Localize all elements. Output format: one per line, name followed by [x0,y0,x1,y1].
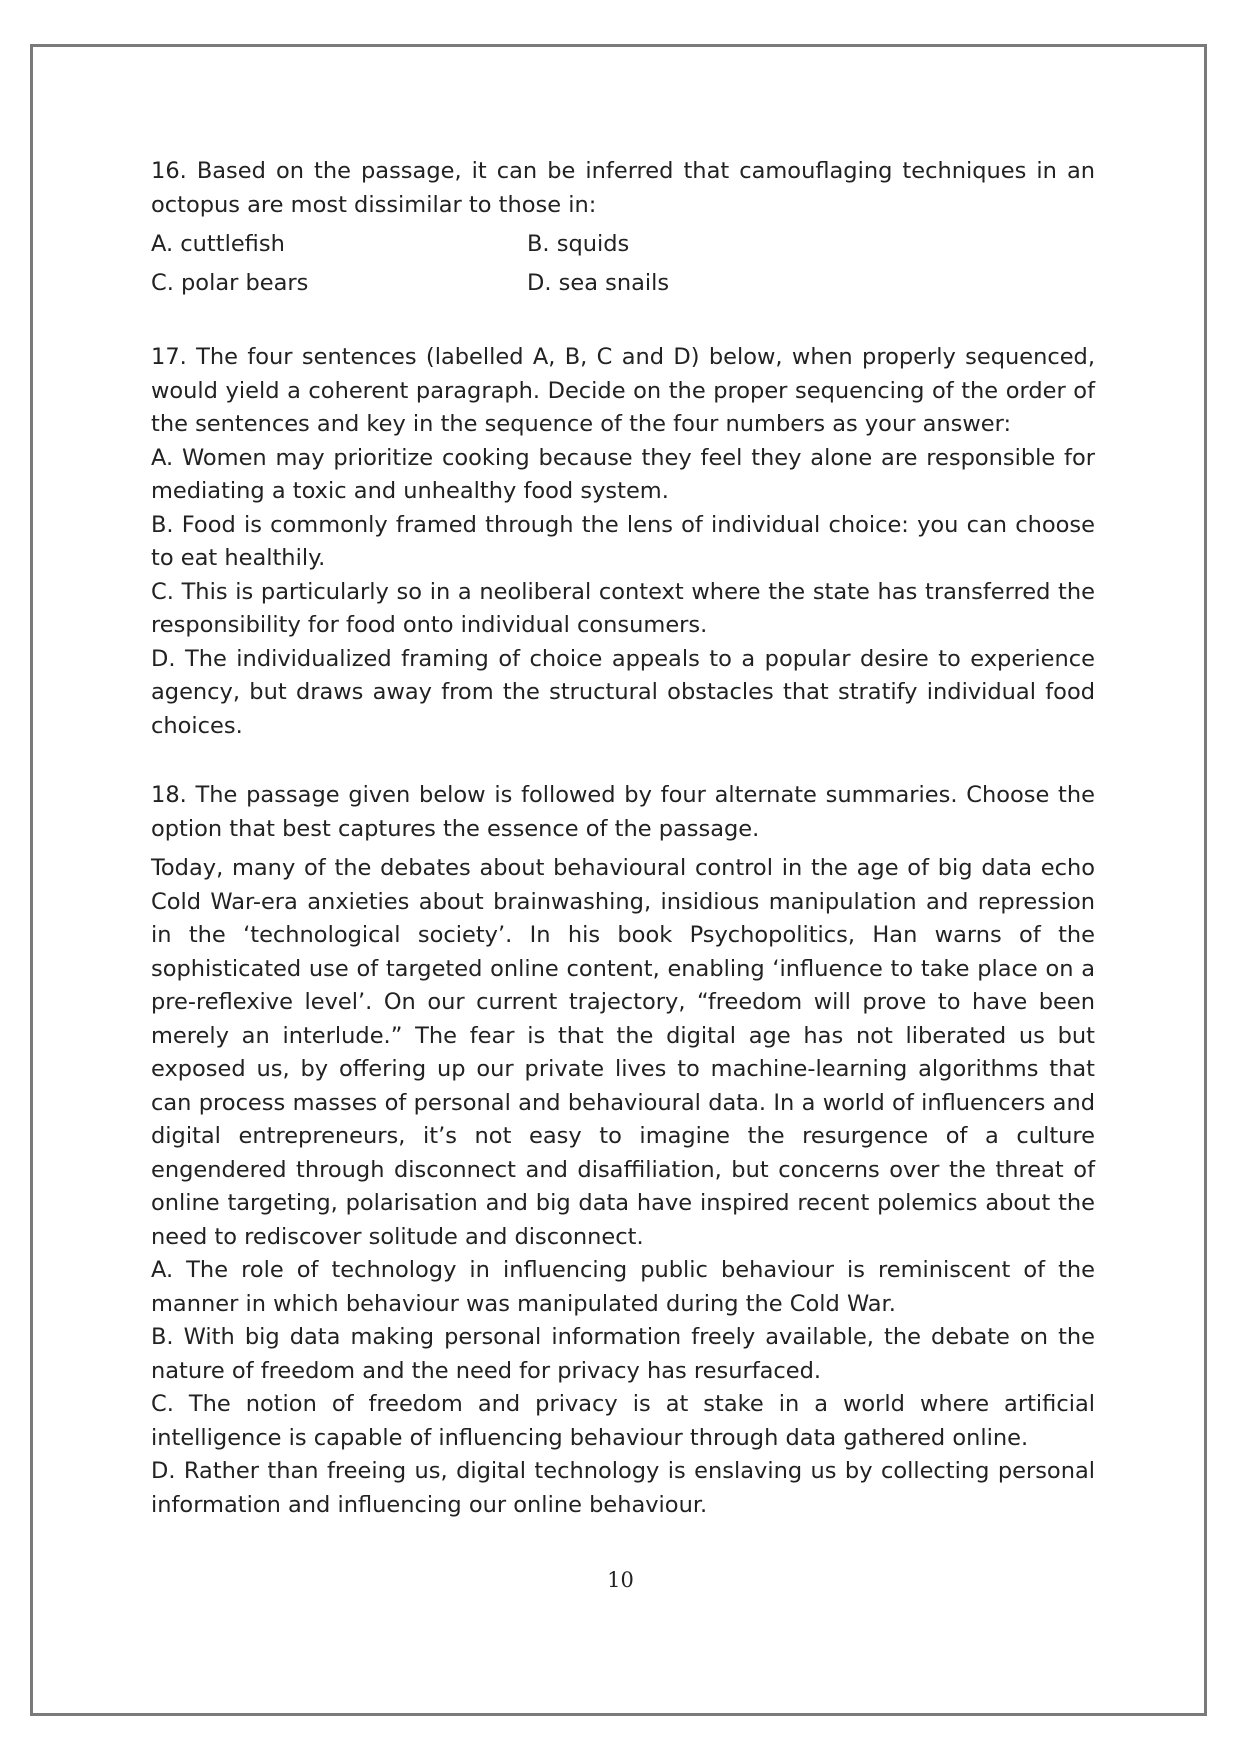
question-16 [151,155,1095,300]
question-18-passage: Today, many of the debates about behavioural control in the age of big data echo Cold War-era anxieties about brainwashing, insidious manipulation and repression in the ‘technological society’. In his book Psychopolitics, Han warns of the sophisticated use of targeted online content, enabling ‘influence to take place on a pre-reflexive level’. On our current trajectory, “freedom will prove to have been merely an interlude.” The fear is that the digital age has not liberated us but exposed us, by offering up our private lives to machine-learning algorithms that can process masses of personal and behavioural data. In a world of influencers and digital entrepreneurs, it’s not easy to imagine the resurgence of a culture engendered through disconnect and disaffiliation, but concerns over the threat of online targeting, polarisation and big data have inspired recent polemics about the need to rediscover solitude and disconnect. [151,855,1095,1250]
question-18-option-d: D. Rather than freeing us, digital technology is enslaving us by collecting personal information and influencing our online behaviour. [151,1458,1095,1518]
question-17-sentence-c: C. This is particularly so in a neoliberal context where the state has transferred the responsibility for food onto individual consumers. [151,578,1095,638]
question-18-stem: 18. The passage given below is followed by four alternate summaries. Choose the option that best captures the essence of the passage. [151,782,1095,842]
question-17-sentence-b: B. Food is commonly framed through the lens of individual choice: you can choose to eat healthily. [151,511,1095,571]
page-content [151,155,1095,1522]
question-17-stem: 17. The four sentences (labelled A, B, C and D) below, when properly sequenced, would yield a coherent paragraph. Decide on the proper sequencing of the order of the sentences and key in the sequence of the four numbers as your answer: [151,344,1095,437]
question-18-option-a: A. The role of technology in influencing public behaviour is reminiscent of the manner in which behaviour was manipulated during the Cold War. [151,1257,1095,1317]
question-18-option-b: B. With big data making personal information freely available, the debate on the nature of freedom and the need for privacy has resurfaced. [151,1324,1095,1384]
page-number: 10 [607,1568,634,1592]
question-16-option-d: D. sea snails [527,269,670,296]
question-16-stem: 16. Based on the passage, it can be inferred that camouflaging techniques in an octopus are most dissimilar to those in: [151,158,1095,218]
question-16-option-a: A. cuttlefish [151,231,285,257]
question-17 [151,341,1095,743]
question-17-sentence-a: A. Women may prioritize cooking because they feel they alone are responsible for mediating a toxic and unhealthy food system. [151,444,1095,504]
question-16-option-c: C. polar bears [151,269,309,296]
question-16-options [151,228,1095,300]
question-16-option-b: B. squids [527,231,630,257]
question-18-option-c: C. The notion of freedom and privacy is at stake in a world where artificial intelligence is capable of influencing behaviour through data gathered online. [151,1391,1095,1451]
question-17-sentence-d: D. The individualized framing of choice appeals to a popular desire to experience agency, but draws away from the structural obstacles that stratify individual food choices. [151,645,1095,739]
question-18 [151,779,1095,1522]
